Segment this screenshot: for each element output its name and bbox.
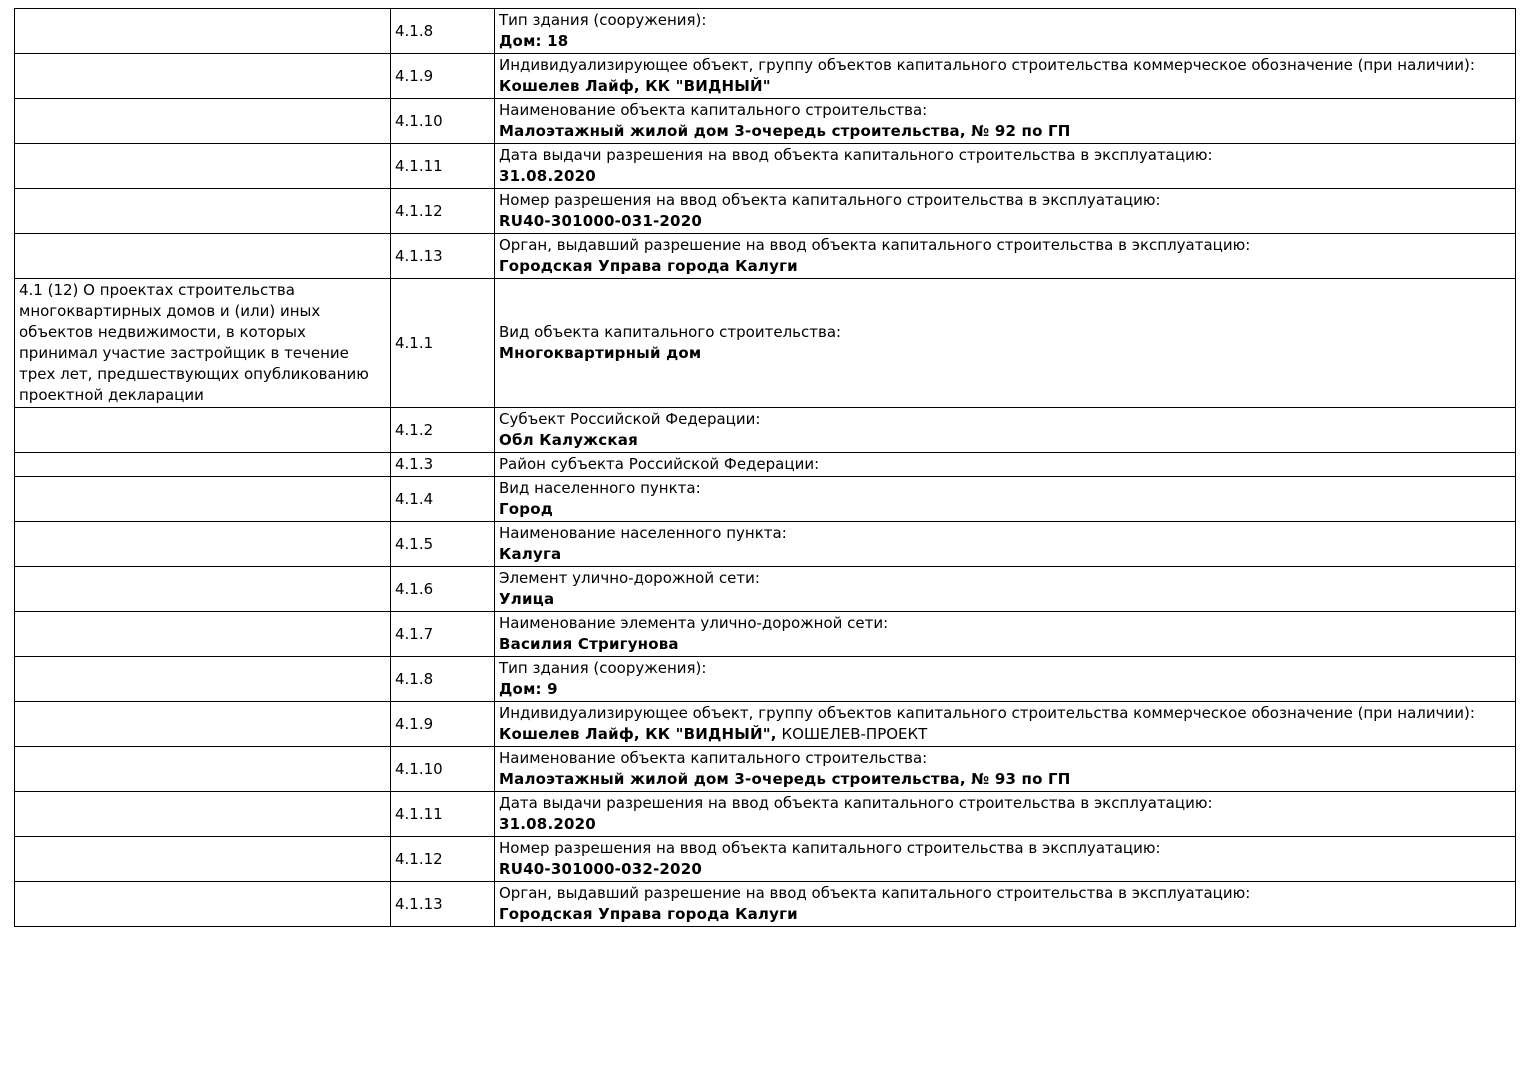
table-row [15, 453, 1516, 477]
declaration-table-body [15, 9, 1516, 927]
code-cell: 4.1.8 [391, 657, 495, 702]
field-value-text: RU40-301000-032-2020 [499, 860, 702, 878]
table-row [15, 792, 1516, 837]
code-cell: 4.1.9 [391, 702, 495, 747]
table-row [15, 408, 1516, 453]
section-cell [15, 234, 391, 279]
field-value-text: Городская Управа города Калуги [499, 257, 798, 275]
section-cell [15, 189, 391, 234]
table-row [15, 477, 1516, 522]
field-value [499, 544, 1511, 565]
field-value-text: Малоэтажный жилой дом 3-очередь строительства, № 92 по ГП [499, 122, 1071, 140]
field-label: Номер разрешения на ввод объекта капитального строительства в эксплуатацию: [499, 839, 1161, 857]
field-value-text: Многоквартирный дом [499, 344, 702, 362]
field-value-text: Василия Стригунова [499, 635, 679, 653]
content-cell [495, 99, 1516, 144]
section-cell [15, 279, 391, 408]
field-value [499, 430, 1511, 451]
content-cell [495, 234, 1516, 279]
code-cell: 4.1.12 [391, 837, 495, 882]
section-cell [15, 747, 391, 792]
content-cell [495, 522, 1516, 567]
table-row [15, 612, 1516, 657]
table-row [15, 747, 1516, 792]
field-label: Наименование элемента улично-дорожной сети: [499, 614, 889, 632]
content-cell [495, 477, 1516, 522]
field-value-text: Кошелев Лайф, КК "ВИДНЫЙ" [499, 77, 771, 95]
content-cell [495, 144, 1516, 189]
field-label: Дата выдачи разрешения на ввод объекта капитального строительства в эксплуатацию: [499, 146, 1213, 164]
field-value-text: Город [499, 500, 554, 518]
field-label: Элемент улично-дорожной сети: [499, 569, 760, 587]
field-value-text: RU40-301000-031-2020 [499, 212, 702, 230]
section-cell [15, 9, 391, 54]
field-value-text: Городская Управа города Калуги [499, 905, 798, 923]
content-cell [495, 408, 1516, 453]
field-label: Номер разрешения на ввод объекта капитального строительства в эксплуатацию: [499, 191, 1161, 209]
code-cell: 4.1.13 [391, 234, 495, 279]
content-cell [495, 54, 1516, 99]
field-value-text: Кошелев Лайф, КК "ВИДНЫЙ", [499, 725, 777, 743]
field-value [499, 679, 1511, 700]
field-value [499, 211, 1511, 232]
code-cell: 4.1.2 [391, 408, 495, 453]
field-label: Дата выдачи разрешения на ввод объекта капитального строительства в эксплуатацию: [499, 794, 1213, 812]
section-cell [15, 702, 391, 747]
section-cell [15, 477, 391, 522]
code-cell: 4.1.10 [391, 747, 495, 792]
field-value [499, 859, 1511, 880]
content-cell [495, 189, 1516, 234]
section-cell [15, 612, 391, 657]
declaration-table [14, 8, 1516, 927]
field-value-text: Обл Калужская [499, 431, 638, 449]
table-row [15, 144, 1516, 189]
field-label: Субъект Российской Федерации: [499, 410, 761, 428]
table-row [15, 234, 1516, 279]
section-cell [15, 567, 391, 612]
table-row [15, 189, 1516, 234]
field-value-text: Калуга [499, 545, 562, 563]
content-cell [495, 453, 1516, 477]
code-cell: 4.1.10 [391, 99, 495, 144]
field-label: Наименование населенного пункта: [499, 524, 787, 542]
code-cell: 4.1.8 [391, 9, 495, 54]
code-cell: 4.1.9 [391, 54, 495, 99]
field-label: Индивидуализирующее объект, группу объектов капитального строительства коммерческое обозначение (при наличии): [499, 56, 1475, 74]
table-row [15, 702, 1516, 747]
section-cell [15, 54, 391, 99]
field-label: Орган, выдавший разрешение на ввод объекта капитального строительства в эксплуатацию: [499, 236, 1251, 254]
field-label: Наименование объекта капитального строительства: [499, 749, 928, 767]
section-cell [15, 522, 391, 567]
table-row [15, 99, 1516, 144]
field-value-text: Улица [499, 590, 555, 608]
content-cell [495, 567, 1516, 612]
field-value-text: Малоэтажный жилой дом 3-очередь строительства, № 93 по ГП [499, 770, 1071, 788]
code-cell: 4.1.1 [391, 279, 495, 408]
table-row [15, 522, 1516, 567]
code-cell: 4.1.3 [391, 453, 495, 477]
content-cell [495, 612, 1516, 657]
field-value [499, 166, 1511, 187]
table-row [15, 882, 1516, 927]
section-cell [15, 144, 391, 189]
code-cell: 4.1.13 [391, 882, 495, 927]
field-value [499, 256, 1511, 277]
field-label: Тип здания (сооружения): [499, 11, 707, 29]
table-row [15, 567, 1516, 612]
field-value [499, 814, 1511, 835]
table-row [15, 279, 1516, 408]
section-cell [15, 882, 391, 927]
field-value-text: 31.08.2020 [499, 167, 596, 185]
field-value [499, 31, 1511, 52]
code-cell: 4.1.5 [391, 522, 495, 567]
content-cell [495, 9, 1516, 54]
field-label: Индивидуализирующее объект, группу объектов капитального строительства коммерческое обозначение (при наличии): [499, 704, 1475, 722]
field-label: Орган, выдавший разрешение на ввод объекта капитального строительства в эксплуатацию: [499, 884, 1251, 902]
content-cell [495, 792, 1516, 837]
field-value [499, 343, 1511, 364]
code-cell: 4.1.12 [391, 189, 495, 234]
field-label: Наименование объекта капитального строительства: [499, 101, 928, 119]
section-cell [15, 408, 391, 453]
field-value [499, 499, 1511, 520]
content-cell [495, 279, 1516, 408]
section-label: 4.1 (12) О проектах строительства многоквартирных домов и (или) иных объектов недвижимости, в которых принимал участие застройщик в течение трех лет, предшествующих опубликованию проектной декларации [19, 281, 369, 404]
section-cell [15, 657, 391, 702]
table-row [15, 9, 1516, 54]
field-value-suffix: КОШЕЛЕВ-ПРОЕКТ [776, 725, 928, 743]
content-cell [495, 837, 1516, 882]
content-cell [495, 747, 1516, 792]
code-cell: 4.1.11 [391, 792, 495, 837]
section-cell [15, 792, 391, 837]
field-value-text: Дом: 18 [499, 32, 569, 50]
field-value [499, 589, 1511, 610]
field-value-text: 31.08.2020 [499, 815, 596, 833]
code-cell: 4.1.7 [391, 612, 495, 657]
field-value [499, 904, 1511, 925]
section-cell [15, 453, 391, 477]
field-value [499, 634, 1511, 655]
code-cell: 4.1.4 [391, 477, 495, 522]
field-value [499, 121, 1511, 142]
code-cell: 4.1.11 [391, 144, 495, 189]
field-value [499, 769, 1511, 790]
field-label: Вид объекта капитального строительства: [499, 323, 842, 341]
content-cell [495, 882, 1516, 927]
field-value [499, 724, 1511, 745]
content-cell [495, 657, 1516, 702]
field-label: Тип здания (сооружения): [499, 659, 707, 677]
table-row [15, 657, 1516, 702]
section-cell [15, 837, 391, 882]
field-value-text: Дом: 9 [499, 680, 558, 698]
field-value [499, 76, 1511, 97]
table-row [15, 837, 1516, 882]
field-label: Район субъекта Российской Федерации: [499, 455, 820, 473]
code-cell: 4.1.6 [391, 567, 495, 612]
content-cell [495, 702, 1516, 747]
section-cell [15, 99, 391, 144]
field-label: Вид населенного пункта: [499, 479, 701, 497]
table-row [15, 54, 1516, 99]
